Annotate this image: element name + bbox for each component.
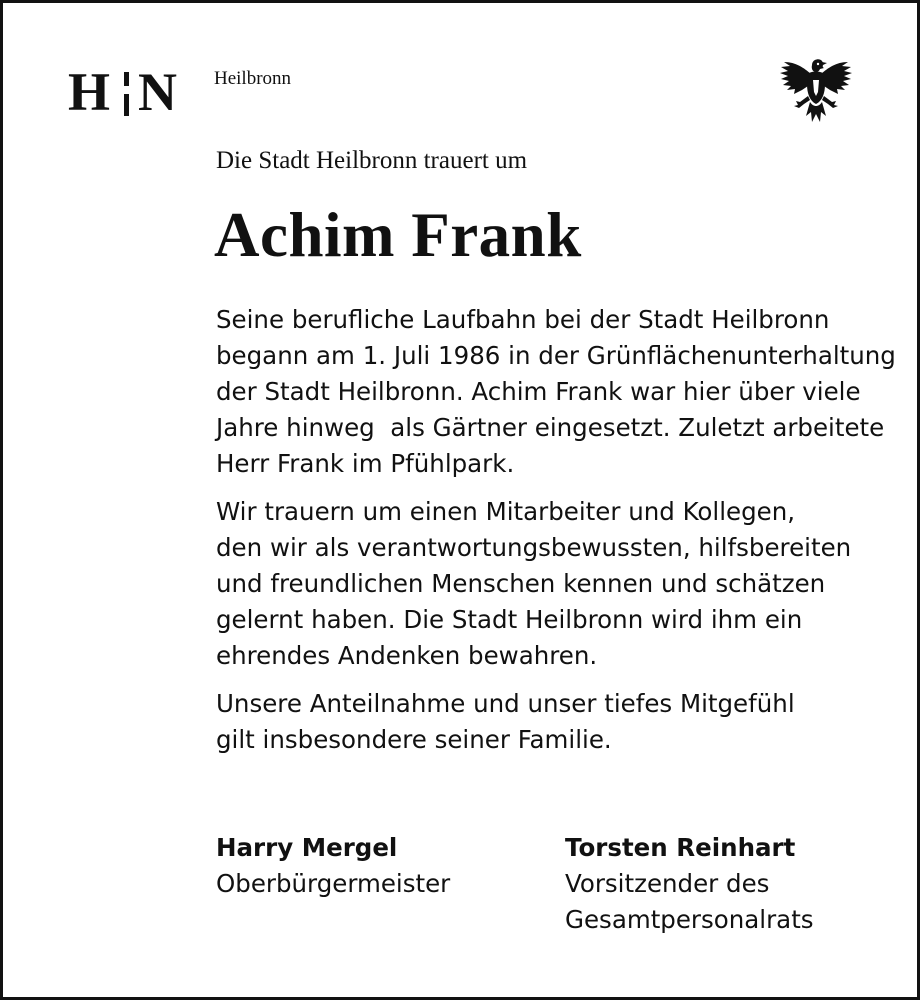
signatory-role: Oberbürgermeister	[216, 869, 451, 898]
signature-staff-council	[565, 830, 814, 938]
eagle-crest-icon	[778, 56, 854, 130]
logo-letter-n: N	[138, 62, 177, 122]
text-line: Jahre hinweg als Gärtner eingesetzt. Zuletzt arbeitete	[216, 413, 885, 442]
logo-bar-top	[124, 72, 129, 86]
text-line: den wir als verantwortungsbewussten, hilfsbereiten	[216, 533, 852, 562]
text-line: gilt insbesondere seiner Familie.	[216, 725, 612, 754]
text-line: gelernt haben. Die Stadt Heilbronn wird ihm ein	[216, 605, 803, 634]
text-line: Seine berufliche Laufbahn bei der Stadt Heilbronn	[216, 305, 830, 334]
text-line: Unsere Anteilnahme und unser tiefes Mitgefühl	[216, 689, 795, 718]
paragraph-condolence	[216, 686, 896, 758]
signatory-name: Torsten Reinhart	[565, 833, 796, 862]
paragraph-tribute	[216, 494, 896, 674]
signatory-name: Harry Mergel	[216, 833, 398, 862]
text-line: und freundlichen Menschen kennen und schätzen	[216, 569, 826, 598]
text-line: der Stadt Heilbronn. Achim Frank war hier über viele	[216, 377, 861, 406]
text-line: Herr Frank im Pfühlpark.	[216, 449, 515, 478]
logo-letter-h: H	[68, 62, 111, 122]
text-line: ehrendes Andenken bewahren.	[216, 641, 598, 670]
signatory-role: Gesamtpersonalrats	[565, 905, 814, 934]
text-line: begann am 1. Juli 1986 in der Grünflächenunterhaltung	[216, 341, 896, 370]
signatory-role: Vorsitzender des	[565, 869, 770, 898]
paragraph-career	[216, 302, 896, 482]
notice-body	[216, 302, 896, 770]
text-line: Wir trauern um einen Mitarbeiter und Kollegen,	[216, 497, 796, 526]
logo-bar-bottom	[124, 94, 129, 116]
deceased-name: Achim Frank	[214, 200, 582, 270]
signature-mayor	[216, 830, 450, 902]
notice-intro: Die Stadt Heilbronn trauert um	[216, 147, 528, 174]
city-label: Heilbronn	[214, 68, 292, 89]
